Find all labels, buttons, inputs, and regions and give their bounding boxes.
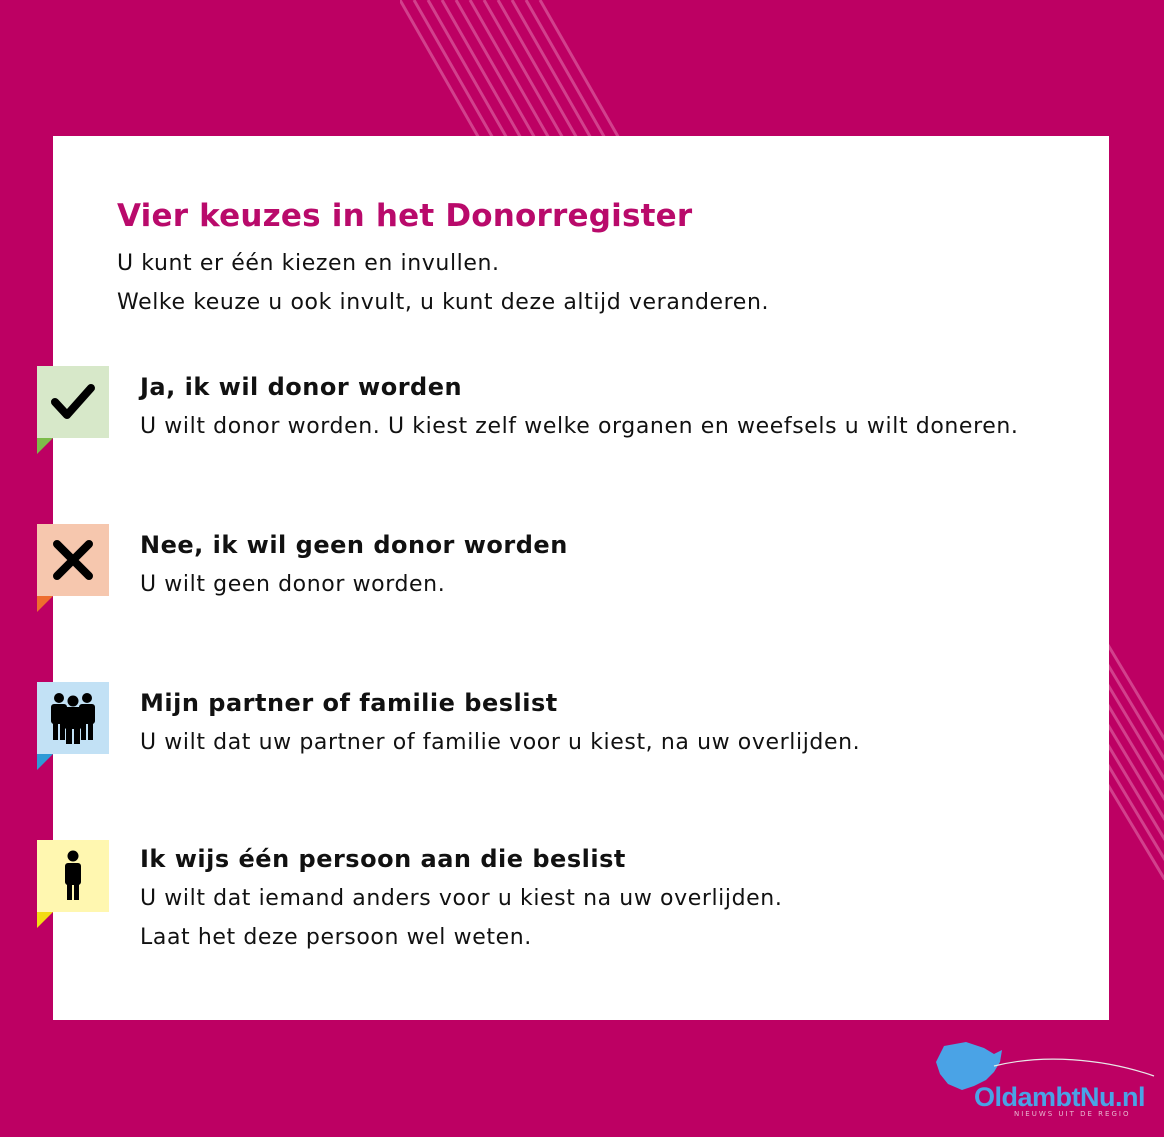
choice-badge-no — [37, 524, 109, 596]
badge-tab — [37, 596, 53, 612]
badge-tab — [37, 754, 53, 770]
cross-icon — [37, 524, 109, 596]
badge-tab — [37, 912, 53, 928]
choice-text: U wilt donor worden. U kiest zelf welke organen en weefsels u wilt doneren. — [140, 414, 1019, 439]
intro-line: U kunt er één kiezen en invullen. — [117, 251, 500, 276]
choice-badge-person — [37, 840, 109, 912]
choice-text: U wilt dat uw partner of familie voor u kiest, na uw overlijden. — [140, 730, 861, 755]
choice-badge-yes — [37, 366, 109, 438]
choice-text: U wilt geen donor worden. — [140, 572, 446, 597]
choice-title: Mijn partner of familie beslist — [140, 689, 558, 717]
logo-text: OldambtNu.nl — [974, 1082, 1145, 1112]
decorative-stripes-right — [1105, 640, 1164, 880]
person-icon — [37, 840, 109, 912]
card-heading: Vier keuzes in het Donorregister — [117, 198, 693, 234]
info-card — [53, 136, 1109, 1020]
intro-line: Welke keuze u ook invult, u kunt deze altijd veranderen. — [117, 290, 770, 315]
choice-title: Nee, ik wil geen donor worden — [140, 531, 568, 559]
checkmark-icon — [37, 366, 109, 438]
oldambtnu-logo — [932, 1040, 1158, 1120]
logo-tagline: NIEUWS UIT DE REGIO — [1014, 1110, 1131, 1118]
choice-title: Ja, ik wil donor worden — [140, 373, 463, 401]
choice-text: U wilt dat iemand anders voor u kiest na uw overlijden. — [140, 886, 783, 911]
choice-badge-family — [37, 682, 109, 754]
badge-tab — [37, 438, 53, 454]
group-icon — [37, 682, 109, 754]
decorative-stripes-top — [400, 0, 630, 140]
choice-text: Laat het deze persoon wel weten. — [140, 925, 532, 950]
choice-title: Ik wijs één persoon aan die beslist — [140, 845, 626, 873]
